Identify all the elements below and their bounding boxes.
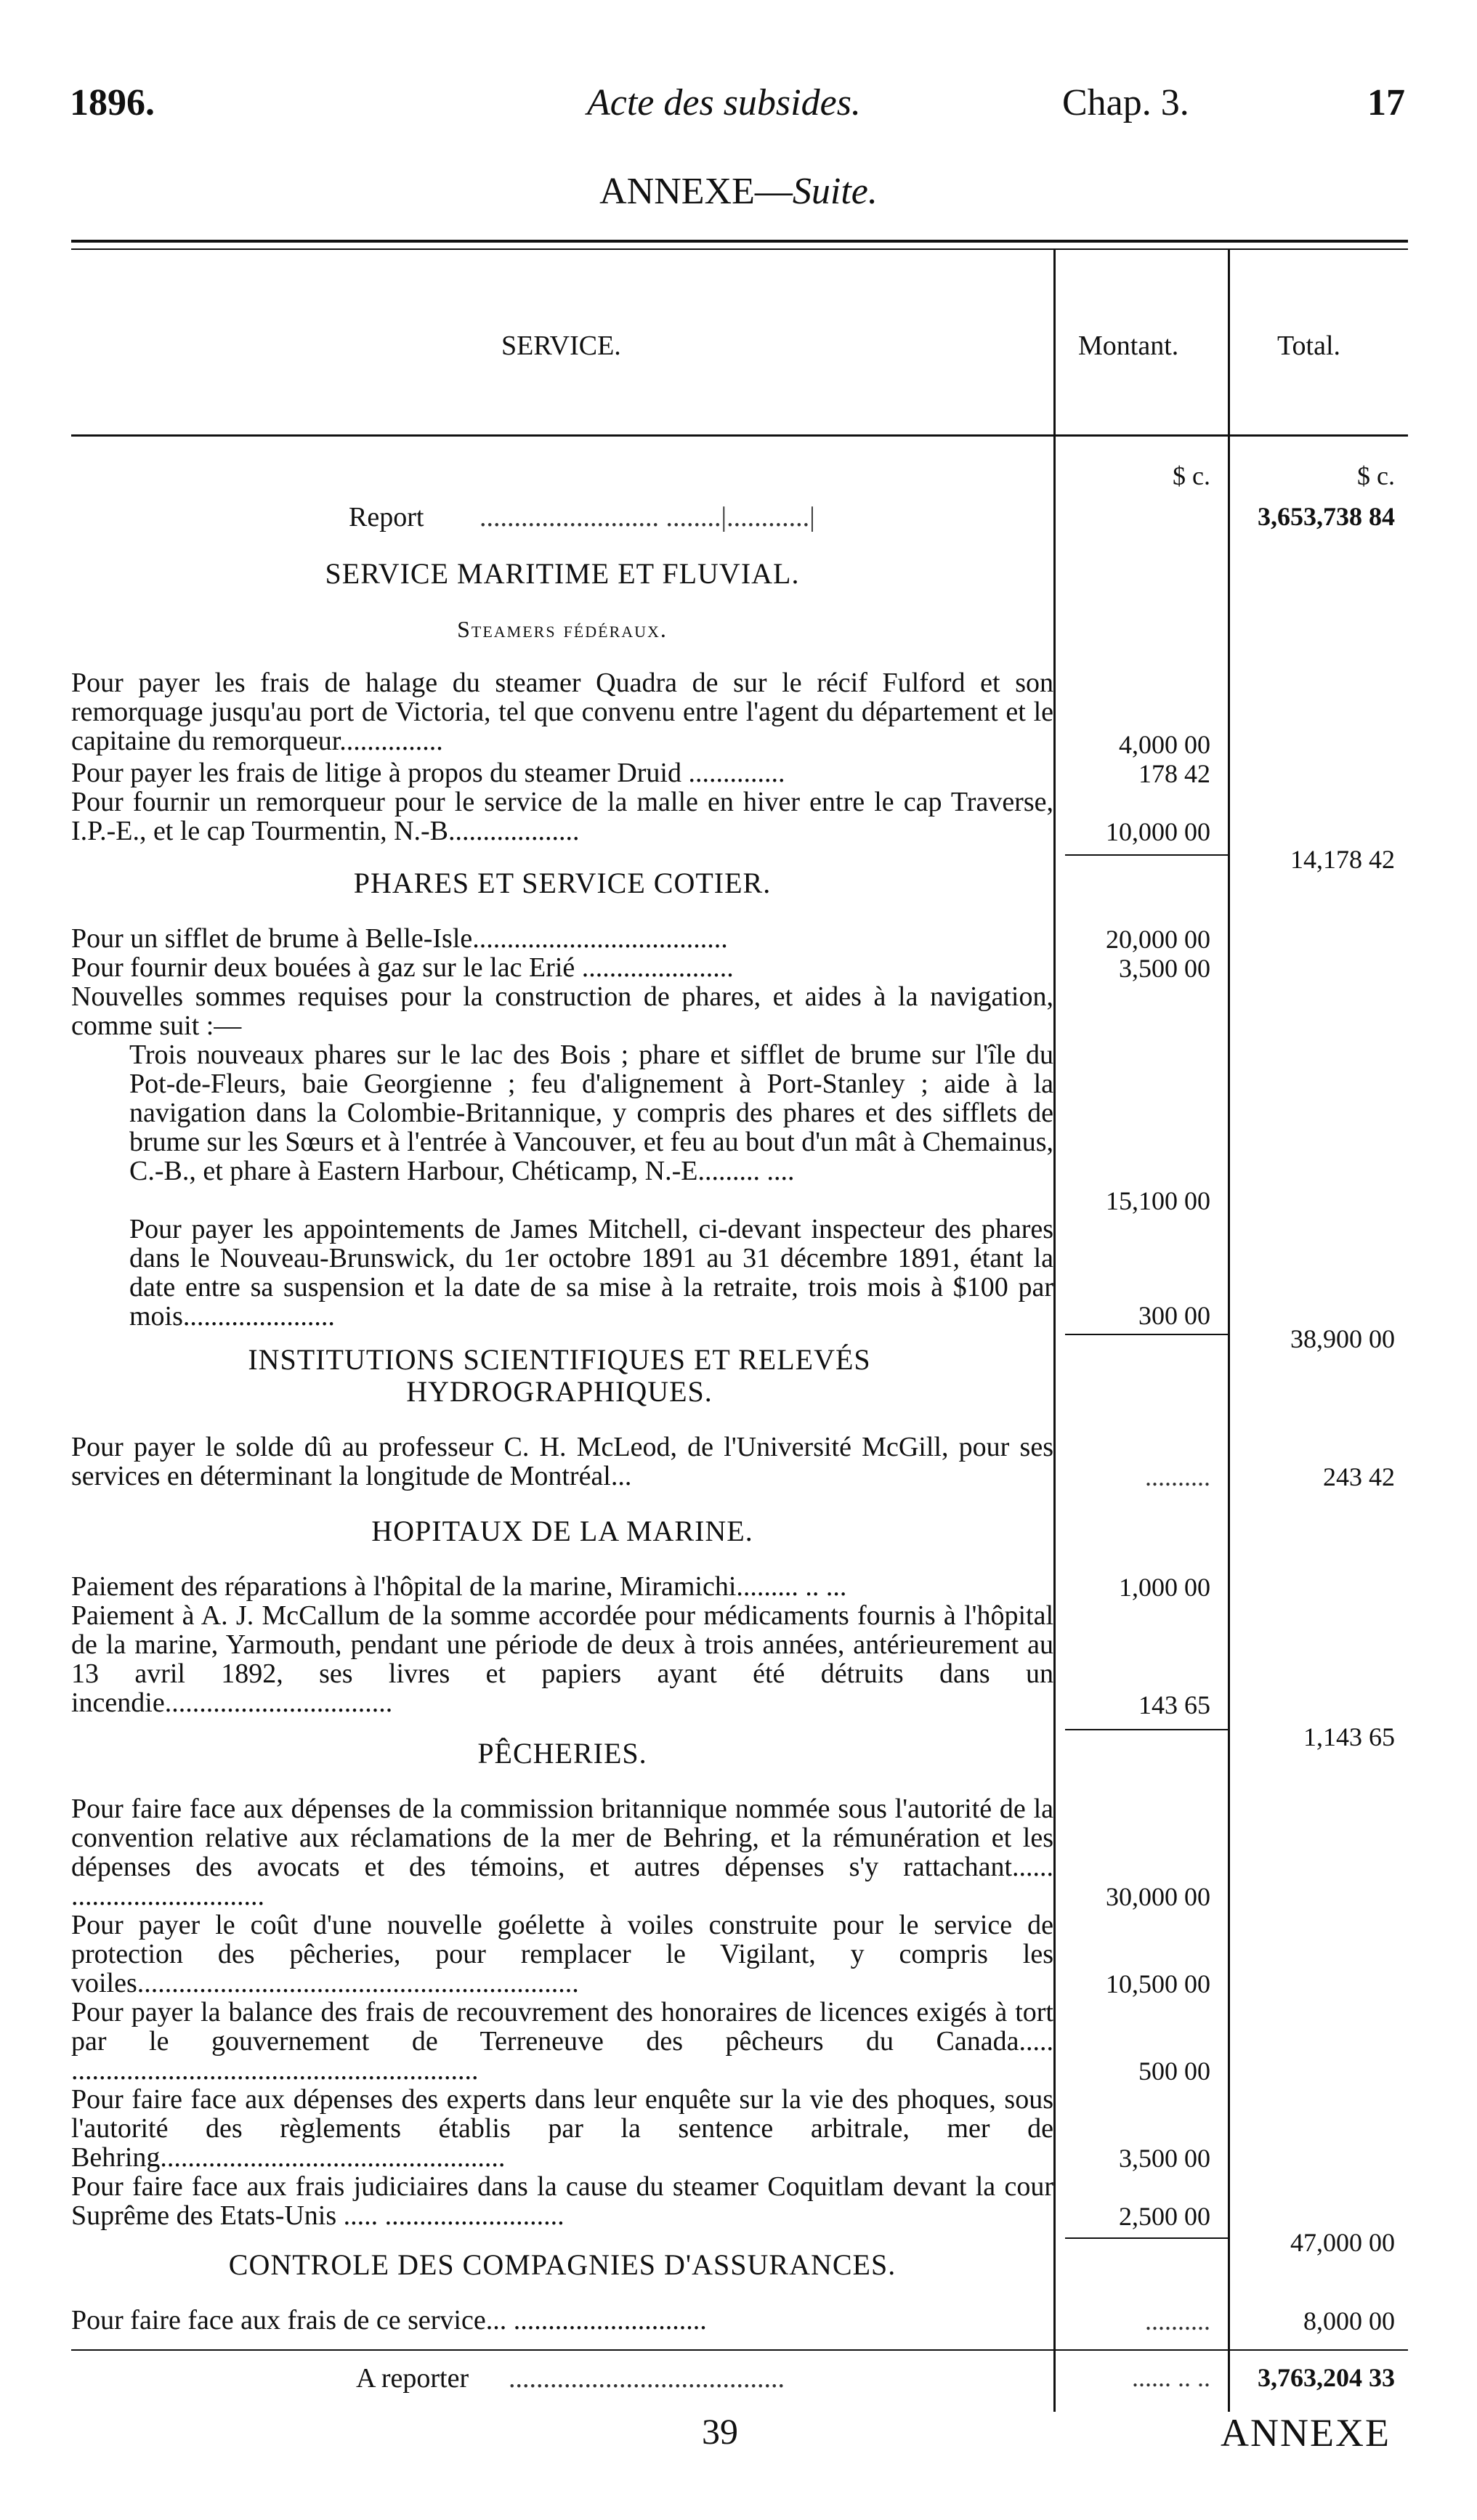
item-nouvelles	[71, 982, 1053, 1040]
currency-total: $ c.	[1357, 461, 1395, 490]
report-total: 3,653,738 84	[1258, 502, 1395, 531]
item-trois-text: Trois nouveaux phares sur le lac des Bois ; phare et sifflet de brume sur l'île du Pot-de-Fleurs, baie Georgienne ; feu d'alignement à Port-Stanley ; aide à la navigation dans la Colombie-Britannique, y compris des phares et des sifflets de brume sur les Sœurs et à l'entrée à Vancouver, et feu au bout d'un mât à Chemainus, C.-B., et phare à Eastern Harbour, Chéticamp, N.-E......... ....	[129, 1040, 1053, 1186]
item-mcleod	[71, 1433, 1053, 1491]
header-year: 1896.	[70, 82, 155, 123]
subtotal-rule-pecheries	[1065, 2237, 1228, 2239]
section-steamers: Steamers fédéraux.	[457, 616, 668, 642]
item-sifflet	[71, 924, 1053, 953]
section-hopitaux: HOPITAUX DE LA MARINE.	[371, 1515, 753, 1547]
item-druid-amount: 178 42	[1138, 759, 1210, 788]
item-coquitlam-amount: 2,500 00	[1119, 2202, 1210, 2231]
bottom-rule	[71, 2349, 1408, 2351]
item-controle-montant-dots: ..........	[1145, 2306, 1210, 2335]
item-experts-amount: 3,500 00	[1119, 2144, 1210, 2173]
item-coquitlam-text: Pour faire face aux frais judiciaires dans la cause du steamer Coquitlam devant la cour Suprême des Etats-Unis ..... ..........................	[71, 2171, 1053, 2231]
section-maritime: SERVICE MARITIME ET FLUVIAL.	[325, 557, 800, 590]
item-controle-text: Pour faire face aux frais de ce service... ............................	[71, 2305, 707, 2335]
subtotal-rule-steamers	[1065, 854, 1228, 856]
annex-title-suffix: Suite.	[792, 171, 878, 212]
item-quadra-amount: 4,000 00	[1119, 730, 1210, 759]
item-remorqueur-amount: 10,000 00	[1106, 817, 1210, 846]
catchword: ANNEXE	[1221, 2411, 1391, 2455]
item-quadra-text: Pour payer les frais de halage du steamer Quadra de sur le récif Fulford et son remorquage jusqu'au port de Victoria, tel que convenu entre l'agent du département et le capitaine du remorqueur...............	[71, 668, 1053, 756]
column-divider-service	[1053, 250, 1056, 2412]
item-mccallum	[71, 1601, 1053, 1717]
report-label: Report	[349, 502, 424, 532]
section-phares: PHARES ET SERVICE COTIER.	[353, 867, 772, 899]
total-pecheries: 47,000 00	[1290, 2228, 1395, 2257]
item-bouees-amount: 3,500 00	[1119, 954, 1210, 983]
currency-montant: $ c.	[1173, 461, 1210, 490]
item-terreneuve	[71, 1998, 1053, 2085]
item-miramichi	[71, 1572, 1053, 1601]
item-mitchell	[129, 1215, 1053, 1331]
item-sifflet-amount: 20,000 00	[1106, 925, 1210, 954]
column-header-montant: Montant.	[1078, 331, 1179, 361]
item-goelette	[71, 1911, 1053, 1998]
section-institutions: INSTITUTIONS SCIENTIFIQUES ET RELEVÉS HYDROGRAPHIQUES.	[248, 1343, 871, 1408]
top-rule-2	[71, 248, 1408, 250]
item-goelette-text: Pour payer le coût d'une nouvelle goélette à voiles construite pour le service de protection des pêcheries, pour remplacer le Vigilant, y compris les voiles................................................................	[71, 1910, 1053, 1998]
item-miramichi-amount: 1,000 00	[1119, 1573, 1210, 1602]
item-commission	[71, 1794, 1053, 1911]
item-mcleod-total: 243 42	[1323, 1462, 1395, 1491]
item-trois	[129, 1040, 1053, 1186]
column-header-total: Total.	[1277, 331, 1341, 361]
printer-signature: 39	[702, 2411, 738, 2452]
item-coquitlam	[71, 2172, 1053, 2230]
header-rule	[71, 434, 1408, 437]
section-controle: CONTROLE DES COMPAGNIES D'ASSURANCES.	[228, 2248, 897, 2281]
item-controle-total: 8,000 00	[1303, 2306, 1395, 2335]
item-druid	[71, 758, 1053, 787]
item-terreneuve-text: Pour payer la balance des frais de recouvrement des honoraires de licences exigés à tort par le gouvernement de Terreneuve des pêcheurs du Canada..... ...........................................................	[71, 1997, 1053, 2086]
subtotal-rule-hopitaux	[1065, 1729, 1228, 1730]
item-bouees	[71, 953, 1053, 982]
item-commission-text: Pour faire face aux dépenses de la commission britannique nommée sous l'autorité de la convention relative aux réclamations de la mer de Behring, et la rémunération et les dépenses des avocats et des témoins, et autres dépenses s'y rattachant...... ............................	[71, 1794, 1053, 1911]
item-druid-text: Pour payer les frais de litige à propos du steamer Druid ..............	[71, 758, 785, 788]
item-mitchell-text: Pour payer les appointements de James Mitchell, ci-devant inspecteur des phares dans le Nouveau-Brunswick, du 1er octobre 1891 au 31 décembre 1891, étant la date entre sa suspension et la date de sa mise à la retraite, trois mois à $100 par mois......................	[129, 1214, 1053, 1332]
header-chapter: Chap. 3.	[1062, 82, 1189, 123]
report-dots: .......................... ........|............|	[479, 502, 815, 532]
item-miramichi-text: Paiement des réparations à l'hôpital de la marine, Miramichi......... .. ...	[71, 1571, 847, 1602]
item-experts	[71, 2085, 1053, 2172]
item-controle	[71, 2306, 1053, 2335]
subtotal-rule-phares	[1065, 1334, 1228, 1335]
item-nouvelles-text: Nouvelles sommes requises pour la construction de phares, et aides à la navigation, comme suit :—	[71, 981, 1053, 1041]
item-mitchell-amount: 300 00	[1138, 1301, 1210, 1330]
item-remorqueur-text: Pour fournir un remorqueur pour le service de la malle en hiver entre le cap Traverse, I.P.-E., et le cap Tourmentin, N.-B...................	[71, 787, 1053, 846]
column-divider-montant	[1228, 250, 1230, 2412]
item-commission-amount: 30,000 00	[1106, 1882, 1210, 1911]
item-bouees-text: Pour fournir deux bouées à gaz sur le lac Erié ......................	[71, 952, 734, 983]
item-goelette-amount: 10,500 00	[1106, 1969, 1210, 1998]
reporter-total: 3,763,204 33	[1258, 2363, 1395, 2392]
total-phares: 38,900 00	[1290, 1324, 1395, 1353]
header-act-title: Acte des subsides.	[587, 82, 861, 123]
item-mcleod-montant-dots: ..........	[1145, 1462, 1210, 1491]
total-steamers: 14,178 42	[1290, 845, 1395, 874]
item-trois-amount: 15,100 00	[1106, 1186, 1210, 1215]
item-mccallum-amount: 143 65	[1138, 1690, 1210, 1719]
reporter-montant-dots: ...... .. ..	[1132, 2363, 1210, 2392]
item-quadra	[71, 668, 1053, 758]
item-experts-text: Pour faire face aux dépenses des experts dans leur enquête sur la vie des phoques, sous l'autorité des règlements établis par la sentence arbitrale, mer de Behring..................................................	[71, 2084, 1053, 2173]
header-page-number: 17	[1367, 82, 1405, 123]
top-rule	[71, 240, 1408, 243]
section-pecheries: PÊCHERIES.	[477, 1737, 647, 1770]
item-remorqueur	[71, 787, 1053, 846]
item-mcleod-text: Pour payer le solde dû au professeur C. H. McLeod, de l'Université McGill, pour ses services en déterminant la longitude de Montréal...	[71, 1432, 1053, 1491]
column-header-service: SERVICE.	[501, 331, 621, 361]
reporter-dots: ........................................	[509, 2363, 785, 2394]
reporter-label: A reporter	[356, 2363, 469, 2394]
item-sifflet-text: Pour un sifflet de brume à Belle-Isle.....................................	[71, 923, 728, 954]
item-terreneuve-amount: 500 00	[1138, 2057, 1210, 2086]
item-mccallum-text: Paiement à A. J. McCallum de la somme accordée pour médicaments fournis à l'hôpital de la marine, Yarmouth, pendant une période de deux à trois années, antérieurement au 13 avril 1892, ses livres et papiers ayant été détruits dans un incendie.................................	[71, 1600, 1053, 1718]
annex-title-main: ANNEXE—	[599, 171, 793, 212]
total-hopitaux: 1,143 65	[1303, 1722, 1395, 1751]
annex-title	[0, 170, 1477, 213]
